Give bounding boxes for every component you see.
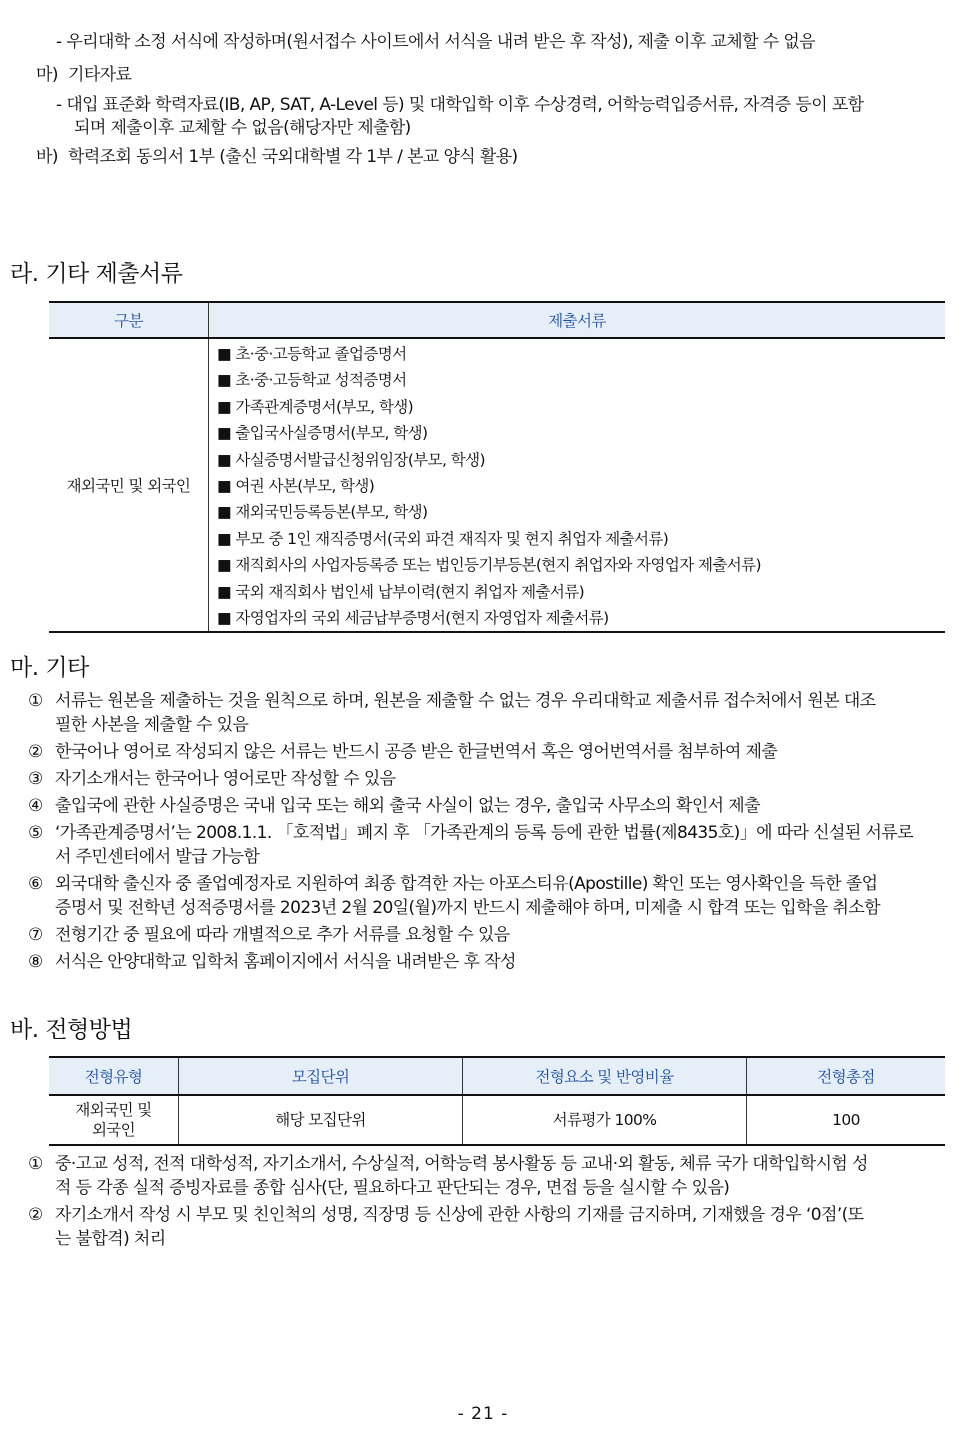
document-item: ■ 초·중·고등학교 졸업증명서 (217, 345, 407, 363)
list-item-continued: 필한 사본을 제출할 수 있음 (55, 715, 249, 735)
header-recruitment-unit: 모집단위 (179, 1057, 463, 1095)
header-selection-type: 전형유형 (49, 1057, 179, 1095)
list-item: 서류는 원본을 제출하는 것을 원칙으로 하며, 원본을 제출할 수 없는 경우 우리대학교 제출서류 접수처에서 원본 대조 (55, 691, 876, 711)
section-ba-heading: 바. 전형방법 (10, 1017, 133, 1043)
recruitment-unit-cell: 해당 모집단위 (179, 1095, 463, 1145)
intro-item-ma-text: 기타자료 (68, 65, 132, 85)
page-number: - 21 - (457, 1404, 509, 1424)
list-item: 서식은 안양대학교 입학처 홈페이지에서 서식을 내려받은 후 작성 (55, 952, 516, 972)
category-cell: 재외국민 및 외국인 (49, 338, 209, 632)
list-item: 한국어나 영어로 작성되지 않은 서류는 반드시 공증 받은 한글번역서 혹은 영어번역서를 첨부하여 제출 (55, 742, 778, 762)
document-item: ■ 국외 재직회사 법인세 납부이력(현지 취업자 제출서류) (217, 582, 585, 601)
list-item-number: ③ (28, 769, 43, 789)
intro-item-ma-sub-line2: 되며 제출이후 교체할 수 없음(해당자만 제출함) (74, 118, 411, 138)
list-item: 자기소개서 작성 시 부모 및 친인척의 성명, 직장명 등 신상에 관한 사항의 기재를 금지하며, 기재했을 경우 ‘0점’(또 (55, 1205, 864, 1225)
header-documents: 제출서류 (209, 302, 946, 338)
other-documents-table (49, 301, 945, 633)
list-item: 중·고교 성적, 전적 대학성적, 자기소개서, 수상실적, 어학능력 봉사활동 등 교내·외 활동, 체류 국가 대학입학시험 성 (55, 1154, 868, 1174)
intro-item-ma-label: 마) (36, 65, 58, 85)
intro-item-ma-sub-line1: - 대입 표준화 학력자료(IB, AP, SAT, A-Level 등) 및 대학입학 이후 수상경력, 어학능력입증서류, 자격증 등이 포함 (56, 95, 864, 115)
document-item: ■ 재외국민등록등본(부모, 학생) (217, 503, 428, 522)
table-row (49, 1095, 945, 1145)
header-total-score: 전형총점 (747, 1057, 946, 1095)
list-item-continued: 는 불합격) 처리 (55, 1229, 166, 1249)
list-item-number: ② (28, 742, 43, 762)
selection-method-table (49, 1056, 945, 1146)
document-item: ■ 출입국사실증명서(부모, 학생) (217, 424, 428, 443)
section-ra-heading: 라. 기타 제출서류 (10, 261, 183, 287)
list-item-number: ④ (28, 796, 43, 816)
selection-type-line2: 외국인 (91, 1121, 136, 1139)
list-item-number: ① (28, 691, 43, 711)
selection-type-line1: 재외국민 및 (75, 1101, 152, 1119)
list-item-number: ⑤ (28, 823, 43, 843)
list-item-number: ② (28, 1205, 43, 1225)
list-item: 출입국에 관한 사실증명은 국내 입국 또는 해외 출국 사실이 없는 경우, 출입국 사무소의 확인서 제출 (55, 796, 760, 816)
document-item: ■ 초·중·고등학교 성적증명서 (217, 371, 407, 390)
list-item-continued: 서 주민센터에서 발급 가능함 (55, 847, 260, 867)
documents-cell (209, 338, 946, 632)
total-score-cell: 100 (747, 1095, 946, 1145)
intro-line-form: - 우리대학 소정 서식에 작성하며(원서접수 사이트에서 서식을 내려 받은 후 작성), 제출 이후 교체할 수 없음 (56, 32, 815, 52)
header-selection-element: 전형요소 및 반영비율 (463, 1057, 747, 1095)
table-row (49, 338, 945, 632)
list-item-number: ① (28, 1154, 43, 1174)
document-item: ■ 사실증명서발급신청위임장(부모, 학생) (217, 450, 485, 469)
document-item: ■ 재직회사의 사업자등록증 또는 법인등기부등본(현지 취업자와 자영업자 제출서류) (217, 556, 761, 575)
document-item: ■ 자영업자의 국외 세금납부증명서(현지 자영업자 제출서류) (217, 608, 609, 627)
table-header-row (49, 302, 945, 338)
list-item: 전형기간 중 필요에 따라 개별적으로 추가 서류를 요청할 수 있음 (55, 925, 510, 945)
list-item-number: ⑦ (28, 925, 43, 945)
intro-item-ba-label: 바) (36, 147, 58, 167)
list-item: 자기소개서는 한국어나 영어로만 작성할 수 있음 (55, 769, 396, 789)
list-item-number: ⑧ (28, 952, 43, 972)
list-item-number: ⑥ (28, 874, 43, 894)
document-item: ■ 부모 중 1인 재직증명서(국외 파견 재직자 및 현지 취업자 제출서류) (217, 529, 669, 548)
table-header-row (49, 1057, 945, 1095)
list-item: 외국대학 출신자 중 졸업예정자로 지원하여 최종 합격한 자는 아포스티유(Apostille) 확인 또는 영사확인을 득한 졸업 (55, 874, 878, 894)
selection-element-cell: 서류평가 100% (463, 1095, 747, 1145)
document-item: ■ 가족관계증명서(부모, 학생) (217, 397, 414, 416)
document-item: ■ 여권 사본(부모, 학생) (217, 476, 375, 495)
list-item: ‘가족관계증명서’는 2008.1.1. 「호적법」폐지 후 「가족관계의 등록 등에 관한 법률(제8435호)」에 따라 신설된 서류로 (55, 823, 913, 843)
intro-item-ba-text: 학력조회 동의서 1부 (출신 국외대학별 각 1부 / 본교 양식 활용) (68, 147, 518, 167)
list-item-continued: 증명서 및 전학년 성적증명서를 2023년 2월 20일(월)까지 반드시 제출해야 하며, 미제출 시 합격 또는 입학을 취소함 (55, 898, 880, 918)
list-item-continued: 적 등 각종 실적 증빙자료를 종합 심사(단, 필요하다고 판단되는 경우, 면접 등을 실시할 수 있음) (55, 1178, 730, 1198)
selection-type-cell (49, 1095, 179, 1145)
section-ma-heading: 마. 기타 (10, 655, 89, 681)
header-category: 구분 (49, 302, 209, 338)
